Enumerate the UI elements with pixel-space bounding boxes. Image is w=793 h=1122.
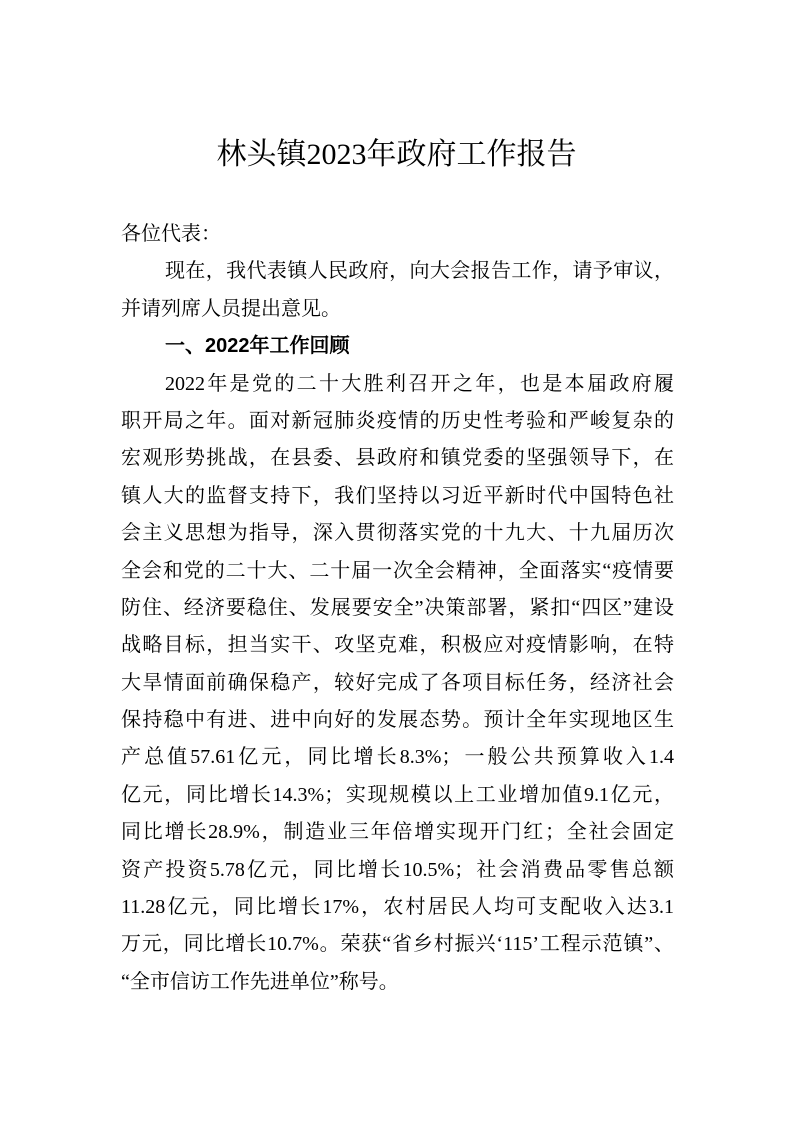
paragraph-line: 全会和党的二十大、二十届一次全会精神，全面落实“疫情要 bbox=[121, 559, 674, 582]
paragraph-line: 宏观形势挑战，在县委、县政府和镇党委的坚强领导下，在 bbox=[121, 447, 674, 470]
paragraph-line: 镇人大的监督支持下，我们坚持以习近平新时代中国特色社 bbox=[121, 484, 674, 507]
paragraph-line: 会主义思想为指导，深入贯彻落实党的十九大、十九届历次 bbox=[121, 522, 674, 545]
paragraph-line: 万元，同比增长10.7%。荣获“省乡村振兴‘115’工程示范镇”、 bbox=[121, 933, 674, 956]
paragraph-line: 保持稳中有进、进中向好的发展态势。预计全年实现地区生 bbox=[121, 709, 674, 732]
paragraph-line: 亿元，同比增长14.3%；实现规模以上工业增加值9.1亿元， bbox=[121, 783, 674, 806]
document-body bbox=[121, 216, 674, 1001]
section-heading: 一、2022年工作回顾 bbox=[165, 335, 350, 358]
paragraph-line: 职开局之年。面对新冠肺炎疫情的历史性考验和严峻复杂的 bbox=[121, 409, 674, 432]
paragraph-line: 现在，我代表镇人民政府，向大会报告工作，请予审议， bbox=[165, 260, 674, 283]
paragraph-line: 并请列席人员提出意见。 bbox=[121, 297, 341, 320]
paragraph-line: 11.28亿元，同比增长17%，农村居民人均可支配收入达3.1 bbox=[121, 896, 674, 919]
paragraph-line: 大旱情面前确保稳产，较好完成了各项目标任务，经济社会 bbox=[121, 671, 674, 694]
paragraph-line: 产总值57.61亿元，同比增长8.3%；一般公共预算收入1.4 bbox=[121, 746, 674, 769]
salutation: 各位代表： bbox=[121, 223, 221, 245]
paragraph-line: “全市信访工作先进单位”称号。 bbox=[121, 970, 399, 993]
paragraph-line: 防住、经济要稳住、发展要安全”决策部署，紧扣“四区”建设 bbox=[121, 596, 674, 619]
paragraph-line: 同比增长28.9%，制造业三年倍增实现开门红；全社会固定 bbox=[121, 821, 674, 844]
paragraph-line: 2022年是党的二十大胜利召开之年，也是本届政府履 bbox=[165, 372, 674, 395]
paragraph-line: 资产投资5.78亿元，同比增长10.5%；社会消费品零售总额 bbox=[121, 858, 674, 881]
document-title: 林头镇2023年政府工作报告 bbox=[216, 138, 577, 171]
paragraph-line: 战略目标，担当实干、攻坚克难，积极应对疫情影响，在特 bbox=[121, 634, 674, 657]
